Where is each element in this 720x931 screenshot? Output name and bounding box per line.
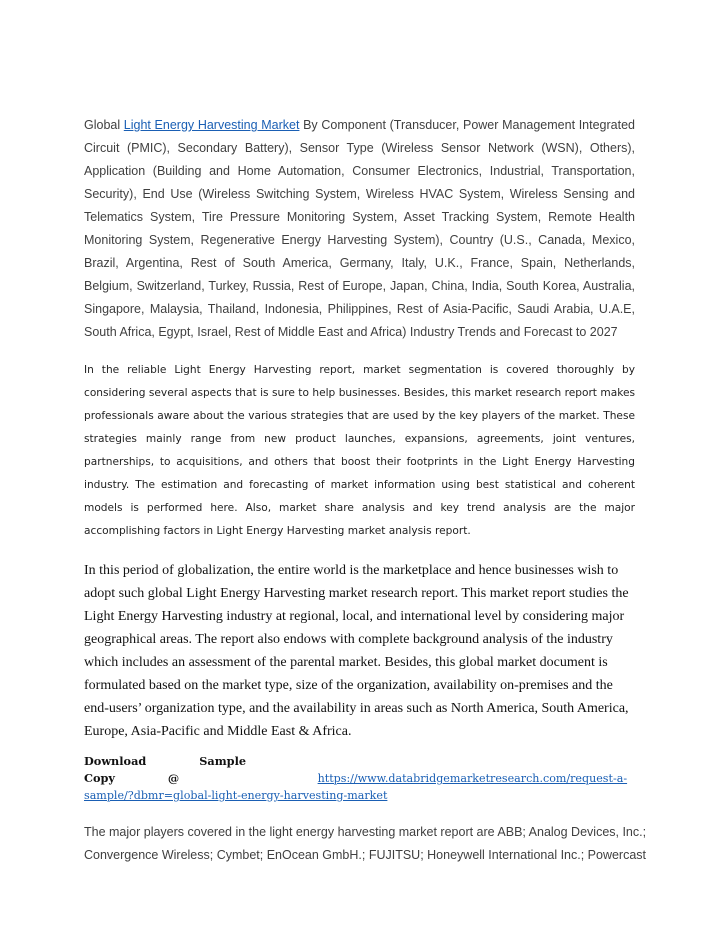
report-title-paragraph	[84, 114, 635, 344]
download-label: Download Sample Copy @	[84, 754, 247, 785]
download-sample-line	[84, 753, 635, 804]
intro-description: By Component (Transducer, Power Management Integrated Circuit (PMIC), Secondary Battery), Sensor Type (Wireless Sensor Network (WSN), Others), Application (Building and Home Automation, Consumer Electronics, Industrial, Transportation, Security), End Use (Wireless Switching System, Wireless HVAC System, Wireless Sensing and Telematics System, Tire Pressure Monitoring System, Asset Tracking System, Remote Health Monitoring System, Regenerative Energy Harvesting System), Country (U.S., Canada, Mexico, Brazil, Argentina, Rest of South America, Germany, Italy, U.K., France, Spain, Netherlands, Belgium, Switzerland, Turkey, Russia, Rest of Europe, Japan, China, India, South Korea, Australia, Singapore, Malaysia, Thailand, Indonesia, Philippines, Rest of Asia-Pacific, Saudi Arabia, U.A.E, South Africa, Egypt, Israel, Rest of Middle East and Africa) Industry Trends and Forecast to 2027	[84, 118, 635, 339]
segmentation-paragraph: In the reliable Light Energy Harvesting report, market segmentation is covered thoroughly by considering several aspects that is sure to help businesses. Besides, this market research report makes professionals aware about the various strategies that are used by the key players of the market. These strategies mainly range from new product launches, expansions, agreements, joint ventures, partnerships, to acquisitions, and others that boost their footprints in the Light Energy Harvesting industry. The estimation and forecasting of market information using best statistical and coherent models is performed here. Also, market share analysis and key trend analysis are the major accomplishing factors in Light Energy Harvesting market analysis report.	[84, 364, 635, 537]
intro-prefix: Global	[84, 118, 124, 132]
major-players-line-2: Convergence Wireless; Cymbet; EnOcean GmbH.; FUJITSU; Honeywell International Inc.; Powercast	[84, 848, 647, 862]
download-sample-link[interactable]: https://www.databridgemarketresearch.com/request-a-sample/?dbmr=global-light-energy-harvesting-market	[84, 772, 628, 802]
globalization-paragraph: In this period of globalization, the entire world is the marketplace and hence businesses wish to adopt such global Light Energy Harvesting market research report. This market report studies the Light Energy Harvesting industry at regional, local, and international level by considering major geographical areas. The report also endows with complete background analysis of the industry which includes an assessment of the parental market. Besides, this global market document is formulated based on the market type, size of the organization, availability on-premises and the end-users’ organization type, and the availability in areas such as North America, South America, Europe, Asia-Pacific and Middle East & Africa.	[84, 563, 629, 739]
document-page	[84, 114, 647, 867]
major-players-paragraph	[84, 821, 647, 867]
market-link[interactable]: Light Energy Harvesting Market	[123, 118, 300, 132]
major-players-line-1: The major players covered in the light energy harvesting market report are ABB; Analog Devices, Inc.;	[84, 825, 647, 839]
